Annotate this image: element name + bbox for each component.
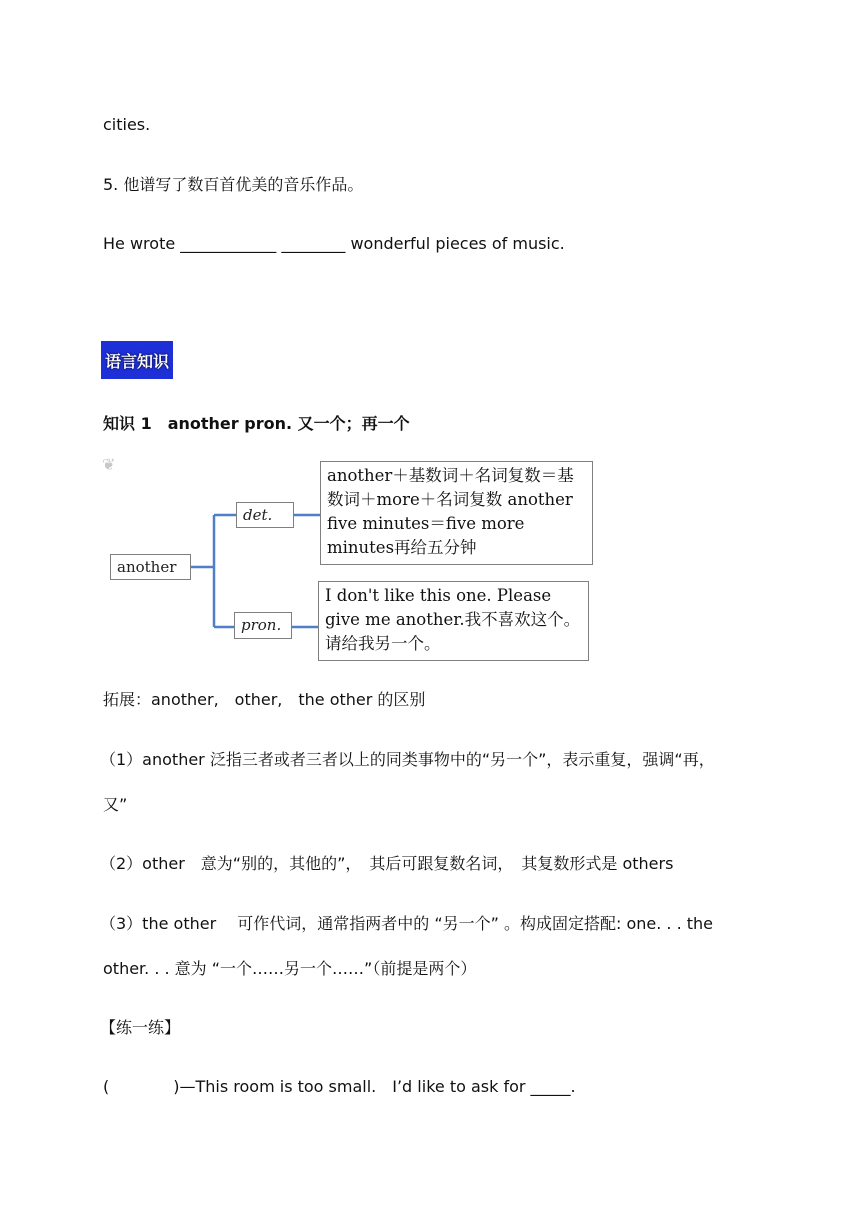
leaf-icon: ❦ bbox=[102, 455, 116, 474]
question-5-prompt: 5. 他谱写了数百首优美的音乐作品。 bbox=[103, 175, 364, 194]
point-3-line-2: other. . . 意为 “一个……另一个……”（前提是两个） bbox=[103, 959, 477, 978]
knowledge-1-title: 知识 1 another pron. 又一个；再一个 bbox=[103, 414, 410, 433]
point-2: （2）other 意为“别的，其他的”， 其后可跟复数名词， 其复数形式是 others bbox=[100, 854, 674, 873]
point-1-line-1: （1）another 泛指三者或者三者以上的同类事物中的“另一个”，表示重复，强调“再， bbox=[100, 750, 715, 769]
point-1-line-2: 又” bbox=[103, 795, 128, 814]
diagram-det-label: det. bbox=[236, 502, 294, 528]
question-5-answer-line: He wrote ____________ ________ wonderful pieces of music. bbox=[103, 234, 565, 253]
another-usage-diagram bbox=[100, 455, 600, 670]
practice-title: 【练一练】 bbox=[100, 1018, 181, 1037]
section-badge: 语言知识 bbox=[101, 341, 173, 379]
exercise-tail-text: cities. bbox=[103, 115, 151, 134]
diagram-pron-label: pron. bbox=[234, 612, 292, 639]
expand-title: 拓展：another, other, the other 的区别 bbox=[103, 690, 426, 709]
diagram-pron-box: I don't like this one. Please give me another.我不喜欢这个。请给我另一个。 bbox=[318, 581, 589, 661]
practice-question-1: ( )—This room is too small. I’d like to ask for _____. bbox=[103, 1077, 576, 1096]
diagram-root-another: another bbox=[110, 554, 191, 580]
point-3-line-1: （3）the other 可作代词，通常指两者中的 “另一个” 。构成固定搭配: one. . . the bbox=[100, 914, 714, 933]
diagram-det-box: another＋基数词＋名词复数＝基数词＋more＋名词复数 another five minutes＝five more minutes再给五分钟 bbox=[320, 461, 593, 565]
